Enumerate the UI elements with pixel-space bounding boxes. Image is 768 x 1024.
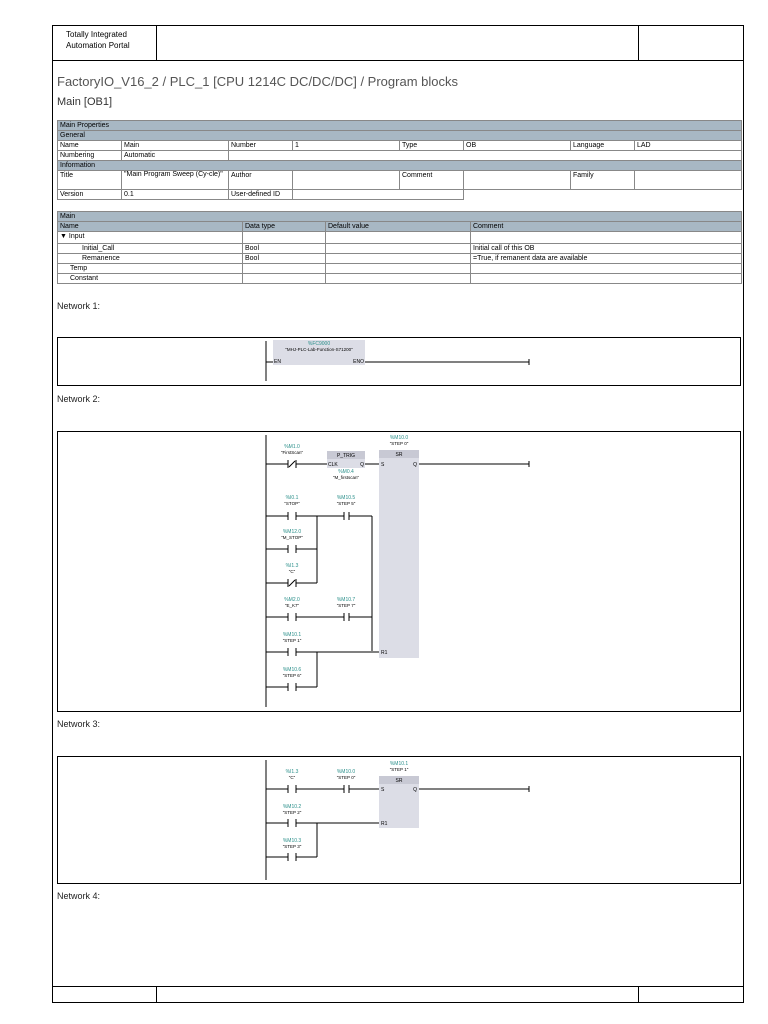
- contact-c-addr: %I1.3: [285, 563, 299, 569]
- row-type: Bool: [243, 254, 326, 264]
- comment-value: [464, 171, 571, 190]
- sr-tag-name: "STEP 1": [389, 767, 409, 772]
- network-3-box[interactable]: [57, 756, 741, 884]
- contact-step0-name: "STEP 0": [336, 775, 356, 780]
- page-subtitle: Main [OB1]: [57, 96, 113, 108]
- contact-mstop-addr: %M12.0: [282, 529, 302, 535]
- properties-table: [57, 120, 742, 200]
- contact-firstscan-addr: %M1.0: [284, 444, 300, 450]
- title-value: "Main Program Sweep (Cy-cle)": [122, 171, 229, 190]
- ptrig-q-pin: Q: [360, 462, 364, 468]
- family-value: [635, 171, 742, 190]
- contact-step1-addr: %M10.1: [282, 632, 302, 638]
- section-general: General: [58, 131, 742, 141]
- comment-label: Comment: [400, 171, 464, 190]
- ptrig-addr: %M0.4: [338, 469, 354, 475]
- type-value: OB: [464, 141, 571, 151]
- fc-block-name: "MHJ-PLC-Lab-Function-S71200": [285, 347, 353, 352]
- contact-step2-name: "STEP 2": [282, 810, 302, 815]
- name-label: Name: [58, 141, 122, 151]
- contact-c-name: "C": [288, 569, 296, 574]
- contact-step7-addr: %M10.7: [336, 597, 356, 603]
- name-value: Main: [122, 141, 229, 151]
- contact-c-addr: %I1.3: [285, 769, 299, 775]
- contact-ek7-addr: %M2.0: [284, 597, 300, 603]
- row-default: [326, 264, 471, 274]
- col-header-default: Default value: [326, 222, 471, 232]
- ptrig-name: "M_firstscan": [332, 475, 360, 480]
- row-type: Bool: [243, 244, 326, 254]
- contact-step7-name: "STEP 7": [336, 603, 356, 608]
- sr-title: SR: [395, 778, 403, 784]
- ptrig-clk-pin: CLK: [328, 462, 338, 468]
- contact-stop-name: "STOP": [284, 501, 300, 506]
- footer-col-divider-2: [638, 986, 639, 1003]
- sr-r1-pin: R1: [381, 650, 388, 656]
- row-comment: [471, 264, 742, 274]
- author-label: Author: [229, 171, 293, 190]
- network-1-label: Network 1:: [57, 301, 101, 311]
- type-label: Type: [400, 141, 464, 151]
- row-type: [243, 274, 326, 284]
- contact-mstop-name: "M_STOP": [281, 535, 303, 540]
- contact-step2-addr: %M10.2: [282, 804, 302, 810]
- eno-pin: ENO: [353, 359, 364, 365]
- sr-r1-pin: R1: [381, 821, 388, 827]
- ptrig-title: P_TRIG: [336, 453, 356, 459]
- table-row: [58, 244, 742, 254]
- header-col-divider-1: [156, 25, 157, 60]
- contact-step0-addr: %M10.0: [336, 769, 356, 775]
- empty-cell: [464, 190, 742, 200]
- row-comment: Initial call of this OB: [471, 244, 742, 254]
- userid-value: [293, 190, 464, 200]
- sr-title: SR: [395, 452, 403, 458]
- row-default: [326, 244, 471, 254]
- table-row: [58, 232, 742, 244]
- sr-s-pin: S: [381, 787, 385, 793]
- network-3-ladder: [57, 756, 741, 884]
- author-value: [293, 171, 400, 190]
- row-default: [326, 254, 471, 264]
- table-row: [58, 254, 742, 264]
- contact-step6-name: "STEP 6": [282, 673, 302, 678]
- section-interface-main: Main: [58, 212, 742, 222]
- network-2-ladder: [57, 431, 741, 712]
- contact-firstscan-name: "FirstScan": [280, 450, 304, 455]
- empty-cell: [229, 151, 742, 161]
- language-label: Language: [571, 141, 635, 151]
- numbering-value: Automatic: [122, 151, 229, 161]
- sr-tag-name: "STEP 0": [389, 441, 409, 446]
- table-row: [58, 274, 742, 284]
- row-name: Remanence: [58, 254, 243, 264]
- version-value: 0.1: [122, 190, 229, 200]
- company-line-2: Automation Portal: [66, 41, 130, 50]
- en-pin: EN: [274, 359, 281, 365]
- userid-label: User-defined ID: [229, 190, 293, 200]
- table-row: [58, 264, 742, 274]
- contact-c-name: "C": [288, 775, 296, 780]
- sr-address: %M10.0: [389, 435, 409, 441]
- interface-table: [57, 211, 742, 284]
- company-line-1: Totally Integrated: [66, 30, 127, 39]
- row-name: Initial_Call: [58, 244, 243, 254]
- col-header-datatype: Data type: [243, 222, 326, 232]
- contact-step1-name: "STEP 1": [282, 638, 302, 643]
- row-name: Temp: [58, 264, 243, 274]
- footer-col-divider-1: [156, 986, 157, 1003]
- contact-step5-name: "STEP 5": [336, 501, 356, 506]
- network-2-box[interactable]: [57, 431, 741, 712]
- number-value: 1: [293, 141, 400, 151]
- page-title: FactoryIO_V16_2 / PLC_1 [CPU 1214C DC/DC/DC] / Program blocks: [57, 74, 458, 89]
- col-header-comment: Comment: [471, 222, 742, 232]
- row-comment: [471, 232, 742, 244]
- network-2-label: Network 2:: [57, 394, 101, 404]
- row-type: [243, 264, 326, 274]
- row-default: [326, 232, 471, 244]
- network-1-box[interactable]: [57, 337, 741, 386]
- network-4-label: Network 4:: [57, 891, 101, 901]
- company-name: [66, 29, 130, 51]
- row-default: [326, 274, 471, 284]
- expand-triangle-icon[interactable]: ▼: [60, 233, 67, 240]
- version-label: Version: [58, 190, 122, 200]
- sr-address: %M10.1: [389, 761, 409, 767]
- row-name: Input: [68, 233, 85, 240]
- contact-step3-addr: %M10.3: [282, 838, 302, 844]
- contact-stop-addr: %I0.1: [285, 495, 299, 501]
- network-3-label: Network 3:: [57, 719, 101, 729]
- number-label: Number: [229, 141, 293, 151]
- contact-step5-addr: %M10.5: [336, 495, 356, 501]
- sr-q-pin: Q: [413, 462, 417, 468]
- row-comment: [471, 274, 742, 284]
- sr-q-pin: Q: [413, 787, 417, 793]
- row-type: [243, 232, 326, 244]
- header-col-divider-2: [638, 25, 639, 60]
- language-value: LAD: [635, 141, 742, 151]
- header-divider: [52, 60, 744, 61]
- section-information: Information: [58, 161, 742, 171]
- row-name: Constant: [58, 274, 243, 284]
- col-header-name: Name: [58, 222, 243, 232]
- contact-step3-name: "STEP 3": [282, 844, 302, 849]
- section-main-properties: Main Properties: [58, 121, 742, 131]
- row-comment: =True, if remanent data are available: [471, 254, 742, 264]
- network-1-ladder: [57, 337, 741, 386]
- family-label: Family: [571, 171, 635, 190]
- contact-ek7-name: "E_K7": [284, 603, 300, 608]
- sr-s-pin: S: [381, 462, 385, 468]
- contact-step6-addr: %M10.6: [282, 667, 302, 673]
- fc-address: %FC9000: [307, 341, 331, 347]
- numbering-label: Numbering: [58, 151, 122, 161]
- title-label: Title: [58, 171, 122, 190]
